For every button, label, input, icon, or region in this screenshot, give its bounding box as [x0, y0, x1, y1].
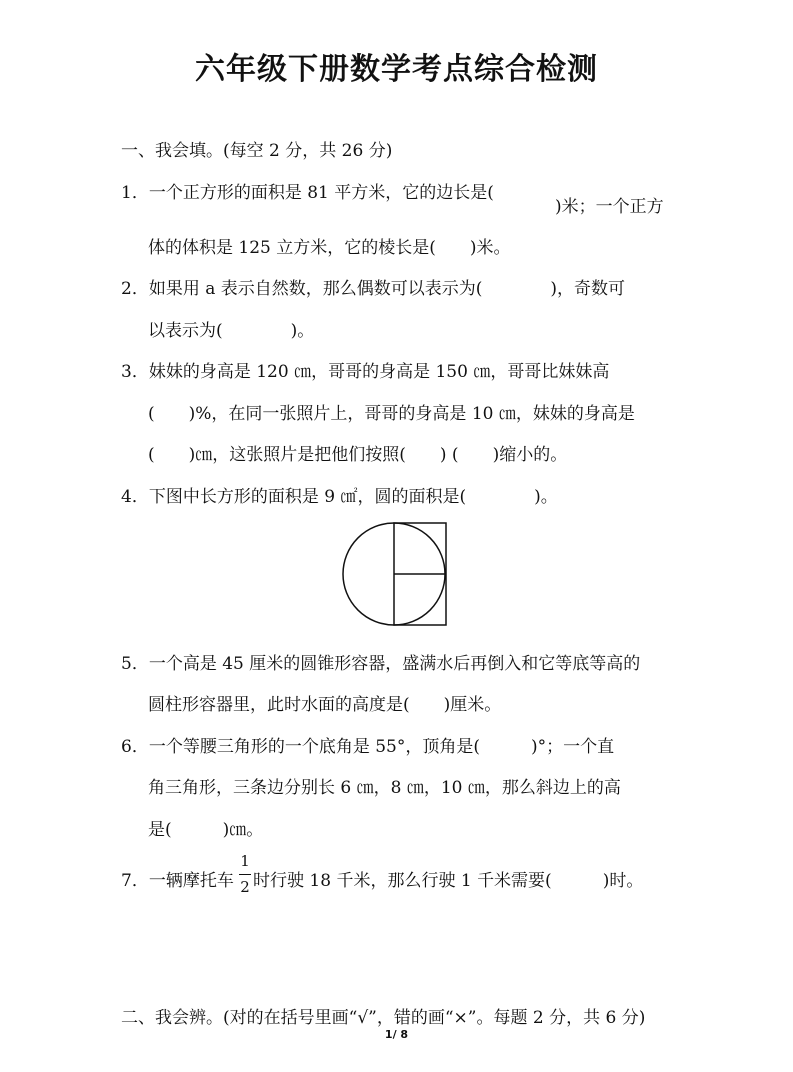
section-2-heading: 二、我会辨。(对的在括号里画“√”，错的画“×”。每题 2 分，共 6 分) — [121, 1008, 646, 1028]
q2-line2: 以表示为( )。 — [148, 321, 315, 341]
q5-line1: 5．一个高是 45 厘米的圆锥形容器，盛满水后再倒入和它等底等高的 — [121, 654, 641, 674]
q3-line1: 3．妹妹的身高是 120 ㎝，哥哥的身高是 150 ㎝，哥哥比妹妹高 — [121, 362, 610, 382]
q7-fraction-denominator: 2 — [240, 878, 250, 896]
q1-line1: 1．一个正方形的面积是 81 平方米，它的边长是( — [121, 183, 494, 203]
q3-line2: ( )%，在同一张照片上，哥哥的身高是 10 ㎝，妹妹的身高是 — [148, 404, 635, 424]
page-number: 1/ 8 — [384, 1028, 409, 1041]
q7-fraction-bar — [239, 874, 251, 875]
q1-line1-right: )米；一个正方 — [555, 197, 664, 217]
q4-line1: 4．下图中长方形的面积是 9 ㎠，圆的面积是( )。 — [121, 487, 558, 507]
q2-line1: 2．如果用 a 表示自然数，那么偶数可以表示为( )，奇数可 — [121, 279, 626, 299]
section-1-heading: 一、我会填。(每空 2 分，共 26 分) — [121, 141, 393, 161]
q7-after: 时行驶 18 千米，那么行驶 1 千米需要( )时。 — [253, 871, 644, 891]
q7-before: 7．一辆摩托车 — [121, 871, 234, 891]
page-title: 六年级下册数学考点综合检测 — [195, 52, 598, 87]
q3-line3: ( )㎝，这张照片是把他们按照( ) ( )缩小的。 — [148, 445, 568, 465]
circle-rectangle-figure — [340, 518, 452, 630]
q6-line3: 是( )㎝。 — [148, 820, 264, 840]
q6-line1: 6．一个等腰三角形的一个底角是 55°，顶角是( )°；一个直 — [121, 737, 615, 757]
q7-fraction-numerator: 1 — [240, 852, 250, 870]
q1-line2: 体的体积是 125 立方米，它的棱长是( )米。 — [148, 238, 511, 258]
q5-line2: 圆柱形容器里，此时水面的高度是( )厘米。 — [148, 695, 502, 715]
q6-line2: 角三角形，三条边分别长 6 ㎝，8 ㎝，10 ㎝，那么斜边上的高 — [148, 778, 621, 798]
